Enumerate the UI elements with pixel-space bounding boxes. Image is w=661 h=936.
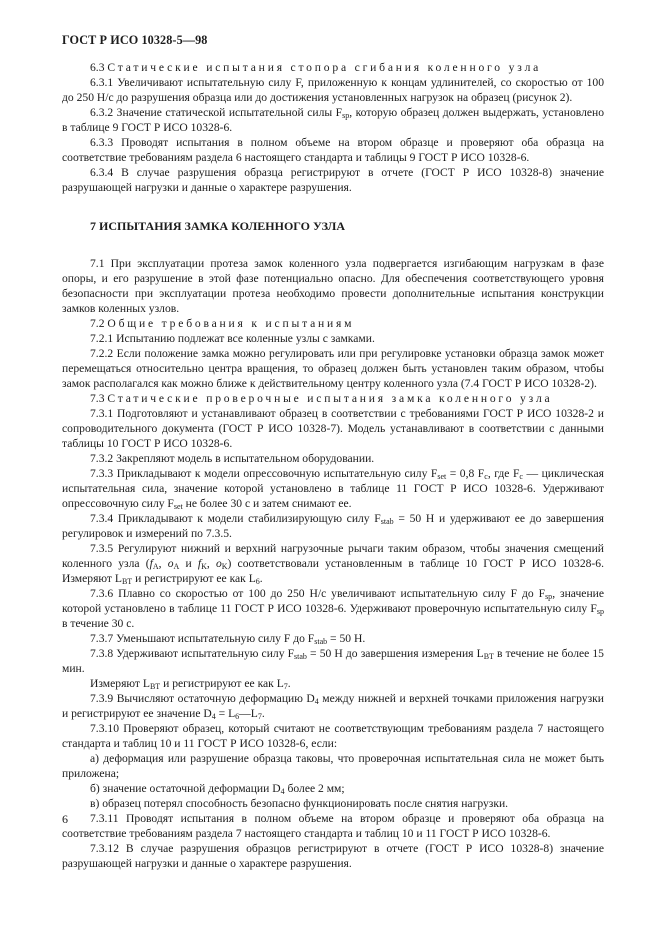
clause-7-3: 7.3 Статические проверочные испытания замка коленного узла	[90, 392, 553, 405]
clause-7-3-7: 7.3.7 Уменьшают испытательную силу F до $F_{stab} = 50$ Н.	[90, 632, 366, 646]
clause-7-2: 7.2 Общие требования к испытаниям	[90, 317, 355, 330]
clause-6-3-2: 6.3.2 Значение статической испытательной силы $F_{sp}$, которую образец должен выдержать, установлено в таблице 9 ГОСТ Р ИСО 10328-6.	[62, 106, 604, 134]
section-7-heading: 7 ИСПЫТАНИЯ ЗАМКА КОЛЕННОГО УЗЛА	[90, 219, 346, 233]
clause-7-1: 7.1 При эксплуатации протеза замок коленного узла подвергается изгибающим нагрузкам в фазе опоры, и его разрушение в этой фазе потенциально опасно. Для обеспечения соответствующего уровня безопасности при эксплуатации протеза необходимо провести дополнительные испытания конструкции замков коленных узлов.	[62, 257, 604, 315]
page-number: 6	[62, 812, 68, 826]
clause-7-3-2: 7.3.2 Закрепляют модель в испытательном оборудовании.	[90, 452, 375, 465]
clause-7-3-4: 7.3.4 Прикладывают к модели стабилизирующую силу $F_{stab} = 50$ Н и удерживают ее до завершения регулировок и измерений по 7.3.5.	[62, 512, 604, 540]
body-text	[62, 60, 604, 871]
clause-7-2-2: 7.2.2 Если положение замка можно регулировать или при регулировке установки образца замок может перемещаться относительно центра вращения, то образец должен быть установлен таким образом, чтобы замок располагался как можно ближе к действительному центру коленного узла (7.4 ГОСТ Р ИСО 10328-2).	[62, 347, 604, 390]
clause-7-3-6: 7.3.6 Плавно со скоростью от 100 до 250 Н/с увеличивают испытательную силу F до $F_{sp}$, значение которой установлено в таблице 11 ГОСТ Р ИСО 10328-6. Удерживают проверочную испытательную силу $F_{sp}$ в течение 30 с.	[62, 587, 605, 630]
clause-7-2-1: 7.2.1 Испытанию подлежат все коленные узлы с замками.	[90, 332, 375, 345]
clause-7-3-3: 7.3.3 Прикладывают к модели опрессовочную испытательную силу $F_{set} = 0,8$ $F_c$, где $F_c$ — циклическая испытательная сила, значение которой установлено в таблице 11 ГОСТ Р ИСО 10328-6. Удерживают опрессовочную силу $F_{set}$ не более 30 с и затем снимают ее.	[62, 467, 604, 511]
clause-7-3-11: 7.3.11 Проводят испытания в полном объеме на втором образце и проверяют оба образца на соответствие требованиям раздела 7 настоящего стандарта и таблиц 10 и 11 ГОСТ Р ИСО 10328-6.	[62, 812, 604, 840]
clause-7-3-10: 7.3.10 Проверяют образец, который считают не соответствующим требованиям раздела 7 настоящего стандарта и таблиц 10 и 11 ГОСТ Р ИСО 10328-6, если:	[62, 722, 604, 750]
clause-7-3-8: 7.3.8 Удерживают испытательную силу $F_{stab} = 50$ Н до завершения измерения $L_{BT}$ в течение не более 15 мин.	[62, 647, 604, 675]
clause-6-3-3: 6.3.3 Проводят испытания в полном объеме на втором образце и проверяют оба образца на соответствие требованиям раздела 6 настоящего стандарта и таблицы 9 ГОСТ Р ИСО 10328-6.	[62, 136, 604, 164]
clause-6-3-4: 6.3.4 В случае разрушения образца регистрируют в отчете (ГОСТ Р ИСО 10328-8) значение разрушающей нагрузки и данные о характере разрушения.	[62, 166, 604, 194]
clause-7-3-5: 7.3.5 Регулируют нижний и верхний нагрузочные рычаги таким образом, чтобы значения смещений коленного узла ($f_A$, $o_A$ и $f_K$, $o_K$) соответствовали установленным в таблице 10 ГОСТ Р ИСО 10328-6. Измеряют $L_{BT}$ и регистрируют ее как $L_6$.	[62, 542, 604, 586]
clause-7-3-12: 7.3.12 В случае разрушения образцов регистрируют в отчете (ГОСТ Р ИСО 10328-8) значение разрушающей нагрузки и данные о характере разрушения.	[62, 842, 604, 870]
clause-7-3-1: 7.3.1 Подготовляют и устанавливают образец в соответствии с требованиями ГОСТ Р ИСО 10328-2 и сопроводительного документа (ГОСТ Р ИСО 10328-7). Модель устанавливают в соответствии с данными таблицы 10 ГОСТ Р ИСО 10328-6.	[62, 407, 604, 450]
list-item-b: б) значение остаточной деформации $D_4$ более 2 мм;	[90, 782, 345, 796]
clause-7-3-8-measure: Измеряют $L_{BT}$ и регистрируют ее как $L_7$.	[90, 677, 291, 691]
list-item-a: а) деформация или разрушение образца таковы, что проверочная испытательная сила не может быть приложена;	[62, 752, 604, 780]
list-item-c: в) образец потерял способность безопасно функционировать после снятия нагрузки.	[90, 797, 509, 810]
clause-7-3-9: 7.3.9 Вычисляют остаточную деформацию $D_4$ между нижней и верхней точками приложения нагрузки и регистрируют ее значение $D_4$ = $L_6—L_7$.	[62, 692, 604, 721]
clause-6-3: 6.3 Статические испытания стопора сгибания коленного узла	[90, 61, 542, 74]
document-header: ГОСТ Р ИСО 10328-5—98	[62, 33, 208, 47]
clause-6-3-1: 6.3.1 Увеличивают испытательную силу F, приложенную к концам удлинителей, со скоростью от 100 до 250 Н/с до разрушения образца или до достижения установленных нагрузок на образец (рисунок 2).	[62, 76, 604, 104]
